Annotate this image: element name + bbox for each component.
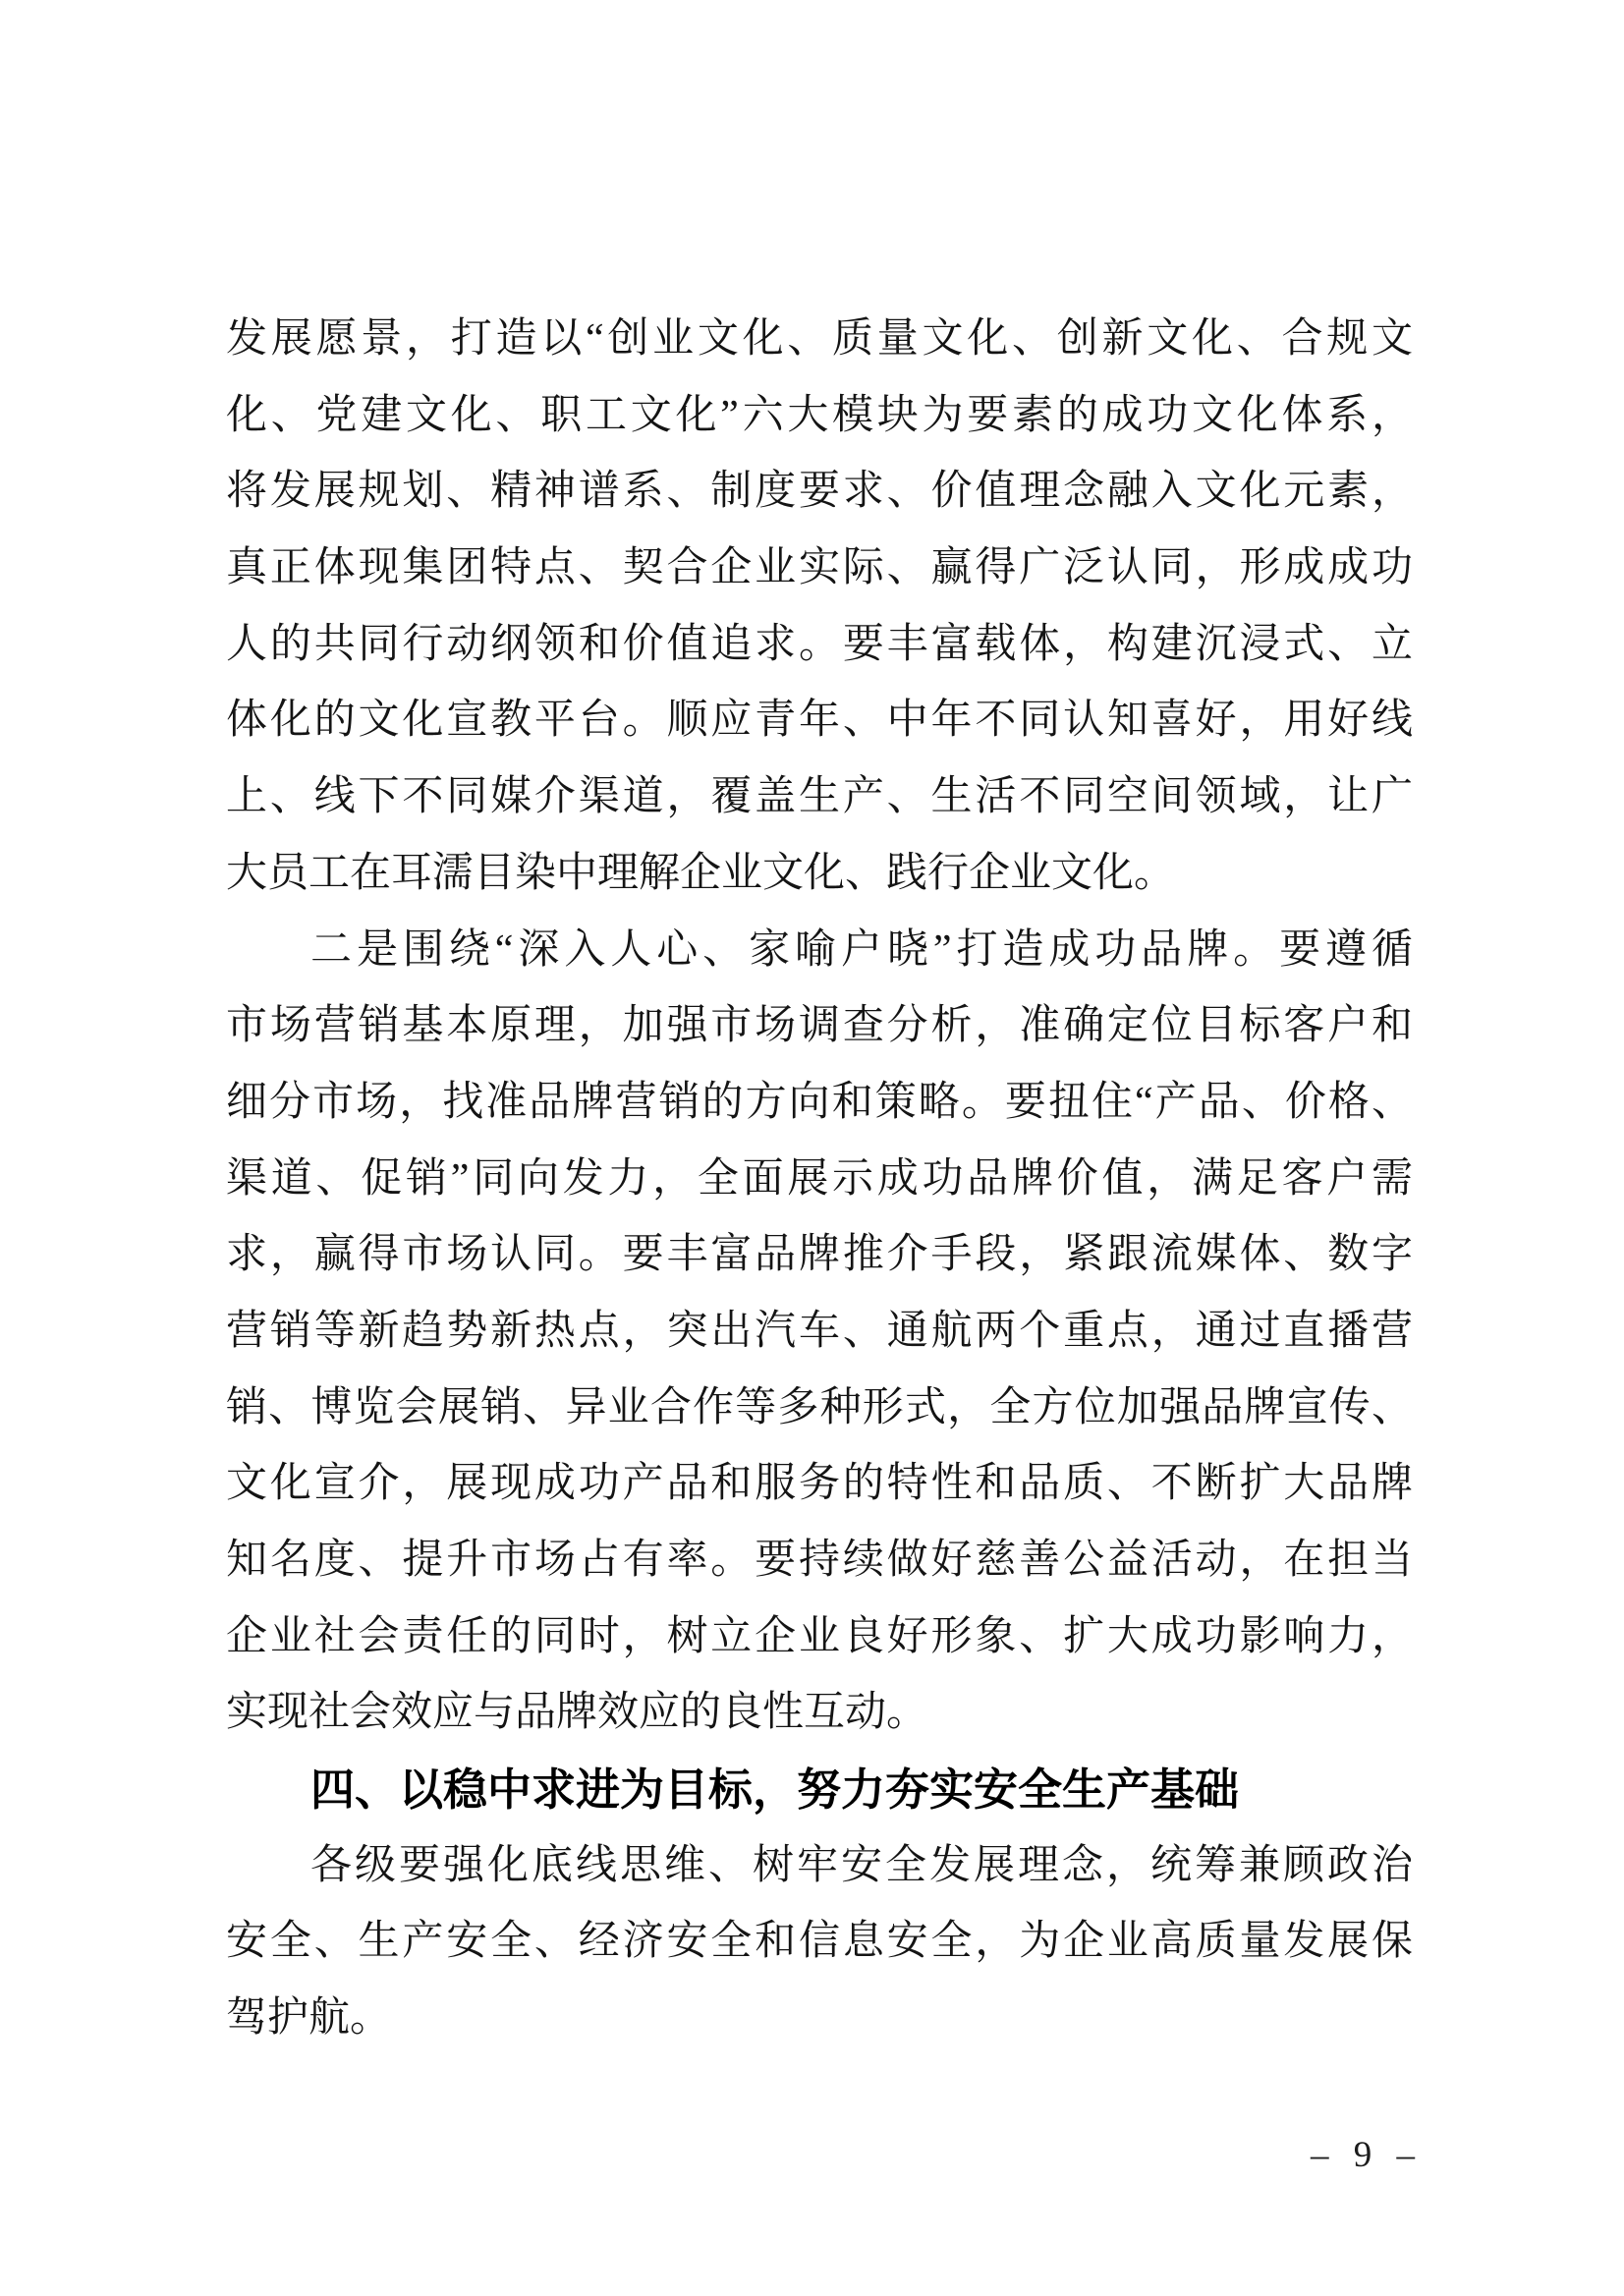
paragraph-line: 渠道、促销”同向发力，全面展示成功品牌价值，满足客户需 [226, 1155, 1413, 1202]
paragraph-line: 发展愿景，打造以“创业文化、质量文化、创新文化、合规文 [226, 316, 1413, 362]
paragraph-line: 企业社会责任的同时，树立企业良好形象、扩大成功影响力， [226, 1613, 1413, 1659]
document-body [226, 302, 1413, 2057]
paragraph-line: 销、博览会展销、异业合作等多种形式，全方位加强品牌宣传、 [226, 1384, 1413, 1430]
paragraph-line: 实现社会效应与品牌效应的良性互动。 [226, 1690, 928, 1736]
paragraph-line: 市场营销基本原理，加强市场调查分析，准确定位目标客户和 [226, 1003, 1413, 1049]
paragraph-line: 知名度、提升市场占有率。要持续做好慈善公益活动，在担当 [226, 1538, 1413, 1583]
page-number: – 9 – [1311, 2135, 1423, 2175]
paragraph-line: 求，赢得市场认同。要丰富品牌推介手段，紧跟流媒体、数字 [226, 1232, 1413, 1278]
paragraph-line: 体化的文化宣教平台。顺应青年、中年不同认知喜好，用好线 [226, 698, 1413, 744]
paragraph-line: 人的共同行动纲领和价值追求。要丰富载体，构建沉浸式、立 [226, 621, 1413, 667]
paragraph-line: 安全、生产安全、经济安全和信息安全，为企业高质量发展保 [226, 1919, 1413, 1965]
paragraph-line: 真正体现集团特点、契合企业实际、赢得广泛认同，形成成功 [226, 545, 1413, 591]
paragraph-line: 各级要强化底线思维、树牢安全发展理念，统筹兼顾政治 [310, 1842, 1413, 1888]
paragraph-line: 化、党建文化、职工文化”六大模块为要素的成功文化体系， [226, 392, 1413, 438]
paragraph-line: 将发展规划、精神谱系、制度要求、价值理念融入文化元素， [226, 469, 1413, 515]
paragraph-line: 驾护航。 [226, 1995, 392, 2042]
section-heading: 四、以稳中求进为目标，努力夯实安全生产基础 [310, 1764, 1240, 1816]
paragraph-line: 营销等新趋势新热点，突出汽车、通航两个重点，通过直播营 [226, 1308, 1413, 1354]
paragraph-line: 文化宣介，展现成功产品和服务的特性和品质、不断扩大品牌 [226, 1461, 1413, 1507]
paragraph-line: 细分市场，找准品牌营销的方向和策略。要扭住“产品、价格、 [226, 1079, 1413, 1125]
paragraph-line: 二是围绕“深入人心、家喻户晓”打造成功品牌。要遵循 [310, 926, 1413, 973]
paragraph-line: 上、线下不同媒介渠道，覆盖生产、生活不同空间领域，让广 [226, 774, 1413, 820]
paragraph-line: 大员工在耳濡目染中理解企业文化、践行企业文化。 [226, 850, 1176, 896]
